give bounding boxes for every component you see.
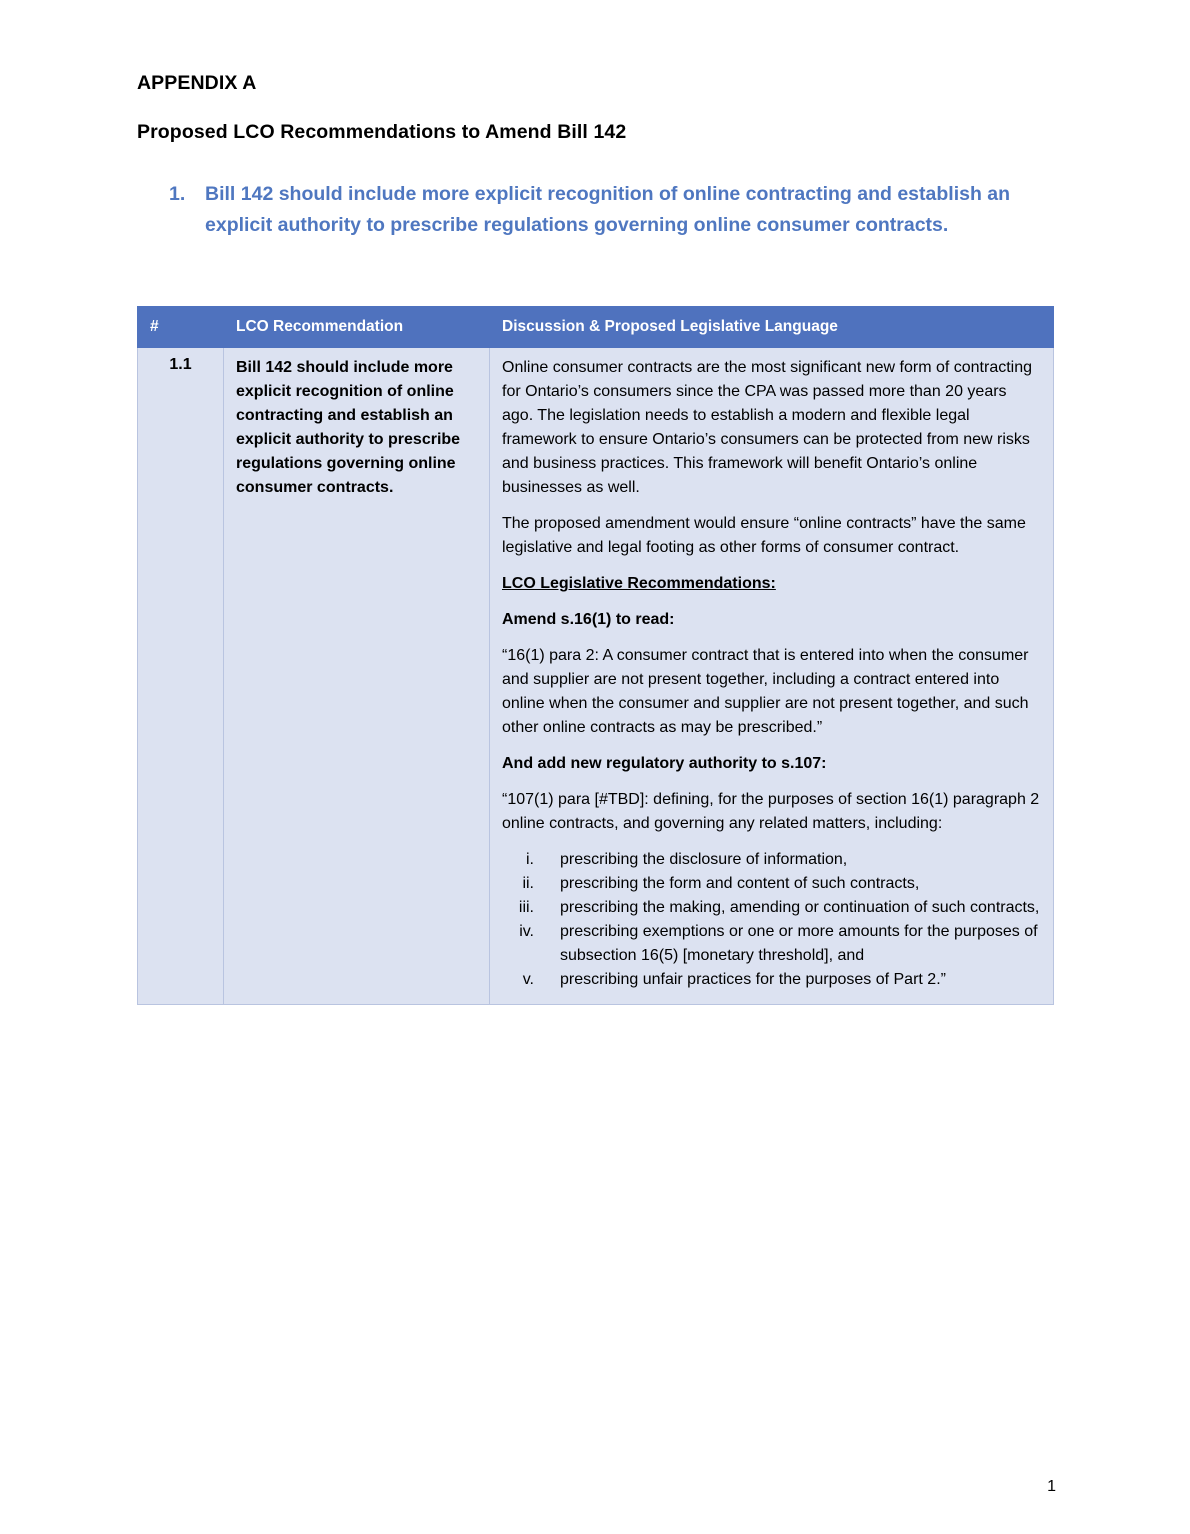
table-header [138,306,1054,347]
list-item-marker: ii. [522,875,534,893]
discussion-roman-list [502,848,1041,992]
list-item-marker: v. [522,971,534,989]
discussion-quote-s16: “16(1) para 2: A consumer contract that is entered into when the consumer and supplier are not present together, including a contract entered into online when the consumer and supplier are not present together, and such other online contracts as may be prescribed.” [502,647,1029,737]
list-item-marker: i. [526,851,534,869]
list-item [502,920,1041,968]
column-header-discussion: Discussion & Proposed Legislative Language [490,306,1054,347]
discussion-paragraph-1: Online consumer contracts are the most significant new form of contracting for Ontario’s consumers since the CPA was passed more than 20 years ago. The legislation needs to establish a modern and flexible legal framework to ensure Ontario’s consumers can be protected from new risks and business practices. This framework will benefit Ontario’s online businesses as well. [502,359,1033,497]
list-item [502,848,1041,872]
cell-discussion [490,348,1054,1005]
list-item-marker: iv. [519,923,534,941]
list-item-label: prescribing unfair practices for the purposes of Part 2.” [560,971,946,989]
discussion-quote-s107: “107(1) para [#TBD]: defining, for the purposes of section 16(1) paragraph 2 online contracts, and governing any related matters, including: [502,791,1040,833]
recommendations-table [137,306,1054,1005]
recommendation-heading [169,179,1056,242]
list-item-label: prescribing the making, amending or continuation of such contracts, [560,899,1040,917]
discussion-heading-add-authority: And add new regulatory authority to s.107: [502,755,827,773]
table-row [138,348,1054,1005]
list-item-marker: iii. [518,899,534,917]
discussion-heading-recommendations: LCO Legislative Recommendations: [502,575,776,593]
page-title: APPENDIX A [137,72,257,94]
list-item [502,896,1041,920]
list-item [502,872,1041,896]
recommendation-heading-number: 1. [169,182,186,205]
list-item [502,968,1041,992]
list-item-label: prescribing the form and content of such contracts, [560,875,920,893]
recommendation-heading-text: Bill 142 should include more explicit recognition of online contracting and establish an explicit authority to prescribe regulations governing online consumer contracts. [205,182,1011,237]
list-item-label: prescribing exemptions or one or more amounts for the purposes of subsection 16(5) [monetary threshold], and [560,923,1038,965]
list-item-label: prescribing the disclosure of information, [560,851,848,869]
page-number: 1 [1047,1478,1056,1495]
column-header-recommendation: LCO Recommendation [224,306,490,347]
cell-recommendation-number: 1.1 [138,348,224,1005]
discussion-paragraph-2: The proposed amendment would ensure “online contracts” have the same legislative and legal footing as other forms of consumer contract. [502,515,1026,557]
table-header-row [138,306,1054,347]
page-subtitle: Proposed LCO Recommendations to Amend Bill 142 [137,121,627,144]
discussion-heading-amend: Amend s.16(1) to read: [502,611,675,629]
cell-recommendation-text: Bill 142 should include more explicit recognition of online contracting and establish an explicit authority to prescribe regulations governing online consumer contracts. [224,348,490,1005]
column-header-number: # [138,306,224,347]
table-body [138,348,1054,1005]
